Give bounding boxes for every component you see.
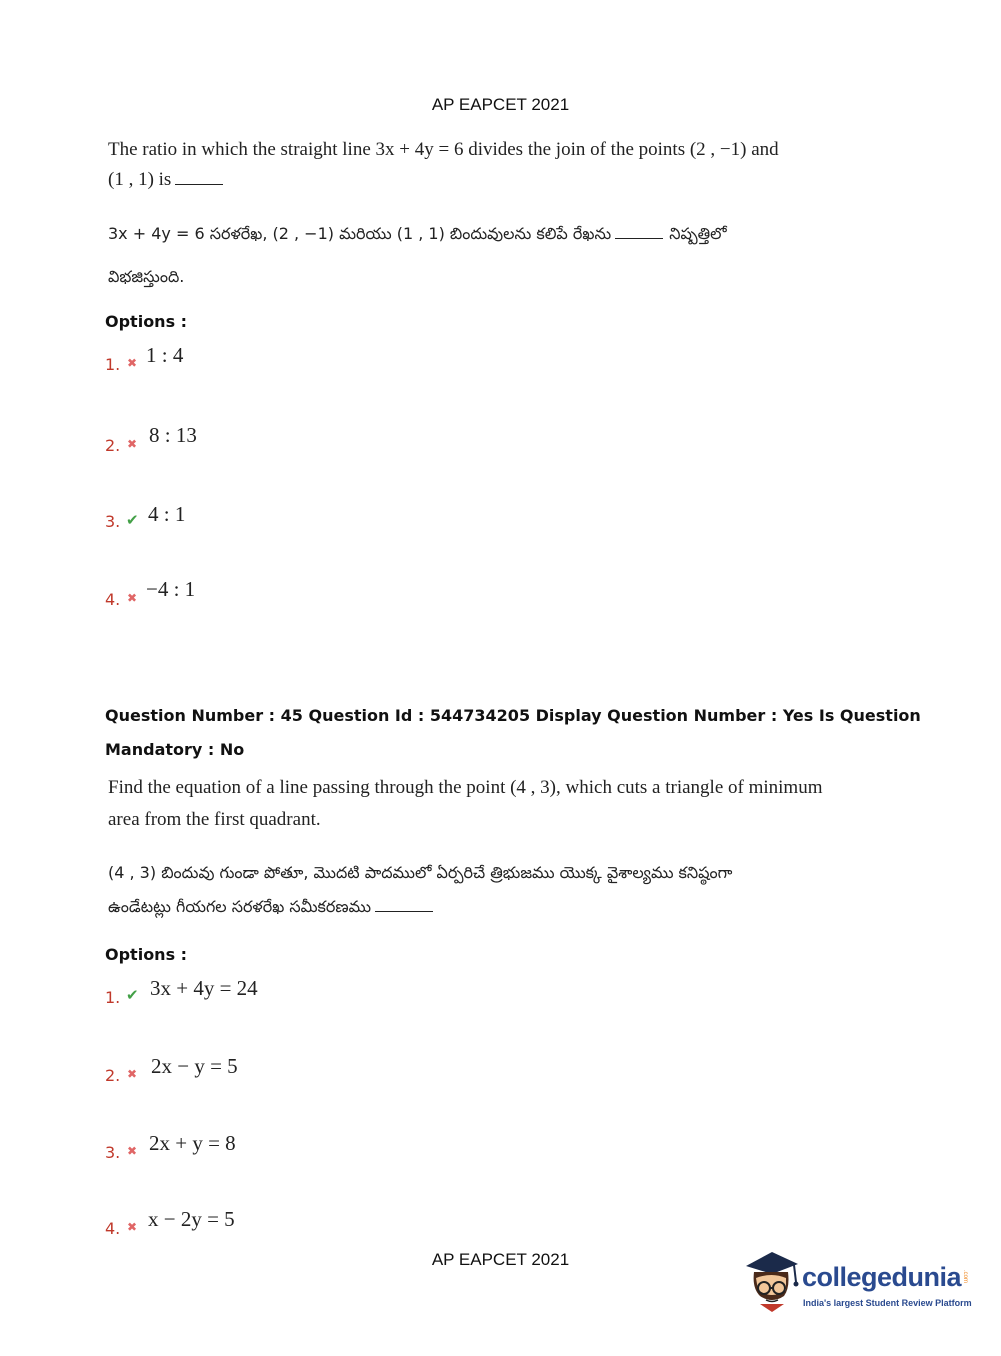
collegedunia-logo (742, 1248, 982, 1318)
page-footer-title: AP EAPCET 2021 (431, 1250, 570, 1269)
option-number: 4. (105, 1219, 121, 1238)
q44-question-english (108, 135, 779, 195)
page-header-title: AP EAPCET 2021 (431, 95, 570, 114)
student-mascot-icon (742, 1248, 802, 1314)
option-number: 2. (105, 436, 121, 455)
q44-telugu-line-1 (108, 219, 727, 249)
option-number: 4. (105, 590, 121, 609)
q44-telugu-line-1-text: 3x + 4y = 6 సరళరేఖ, (2 , −1) మరియు (1 , 1) బిందువులను కలిపే రేఖను (108, 224, 612, 243)
collegedunia-wordmark: collegedunia (802, 1262, 962, 1292)
answer-blank (375, 910, 433, 912)
option-number: 2. (105, 1066, 121, 1085)
q44-telugu-line-2: విభజిస్తుంది. (108, 267, 185, 286)
q44-options-label: Options : (105, 312, 188, 331)
wrong-mark-icon: ✖ (127, 1144, 138, 1158)
q44-english-line-2-text: (1 , 1) is (108, 169, 172, 190)
logo-com-text: .com (962, 1270, 968, 1284)
correct-check-icon: ✔ (126, 511, 139, 529)
q44-english-line-2 (108, 165, 779, 195)
q45-english-line-1: Find the equation of a line passing through the point (4 , 3), which cuts a triangle of minimum (108, 777, 823, 798)
q45-options-label: Options : (105, 945, 188, 964)
answer-blank (175, 183, 223, 185)
q45-question-english (108, 773, 823, 835)
option-number: 1. (105, 355, 121, 374)
q45-meta-line-1: Question Number : 45 Question Id : 544734205 Display Question Number : Yes Is Question (105, 706, 921, 725)
q45-english-line-2: area from the first quadrant. (108, 809, 321, 830)
q45-telugu-line-2-text: ఉండేటట్లు గీయగల సరళరేఖ సమీకరణము (108, 897, 372, 916)
option-text: 4 : 1 (148, 502, 186, 526)
wrong-mark-icon: ✖ (127, 1067, 138, 1081)
q45-question-telugu (108, 858, 732, 922)
option-text: 2x − y = 5 (151, 1054, 238, 1078)
q45-meta (105, 699, 921, 767)
option-number: 3. (105, 512, 121, 531)
q44-question-telugu (108, 219, 727, 292)
q45-meta-line-2: Mandatory : No (105, 740, 245, 759)
q44-english-line-1: The ratio in which the straight line 3x + 4y = 6 divides the join of the points (2 , −1) and (108, 139, 779, 160)
option-text: 3x + 4y = 24 (150, 976, 258, 1000)
wrong-mark-icon: ✖ (127, 1220, 138, 1234)
wrong-mark-icon: ✖ (127, 437, 138, 451)
q45-telugu-line-2 (108, 892, 732, 922)
option-text: 2x + y = 8 (149, 1131, 236, 1155)
option-number: 1. (105, 988, 121, 1007)
option-text: x − 2y = 5 (148, 1207, 235, 1231)
logo-tagline: India's largest Student Review Platform (803, 1298, 972, 1308)
answer-blank (615, 237, 663, 239)
option-number: 3. (105, 1143, 121, 1162)
option-text: 8 : 13 (149, 423, 197, 447)
option-text: −4 : 1 (146, 577, 196, 601)
q45-telugu-line-1: (4 , 3) బిందువు గుండా పోతూ, మొదటి పాదములో ఏర్పరిచే త్రిభుజము యొక్క వైశాల్యము కనిష్ఠంగా (108, 863, 733, 882)
option-text: 1 : 4 (146, 343, 184, 367)
correct-check-icon: ✔ (126, 986, 139, 1004)
q44-telugu-line-1-end: నిష్పత్తిలో (669, 224, 727, 243)
wrong-mark-icon: ✖ (127, 591, 138, 605)
wrong-mark-icon: ✖ (127, 356, 138, 370)
